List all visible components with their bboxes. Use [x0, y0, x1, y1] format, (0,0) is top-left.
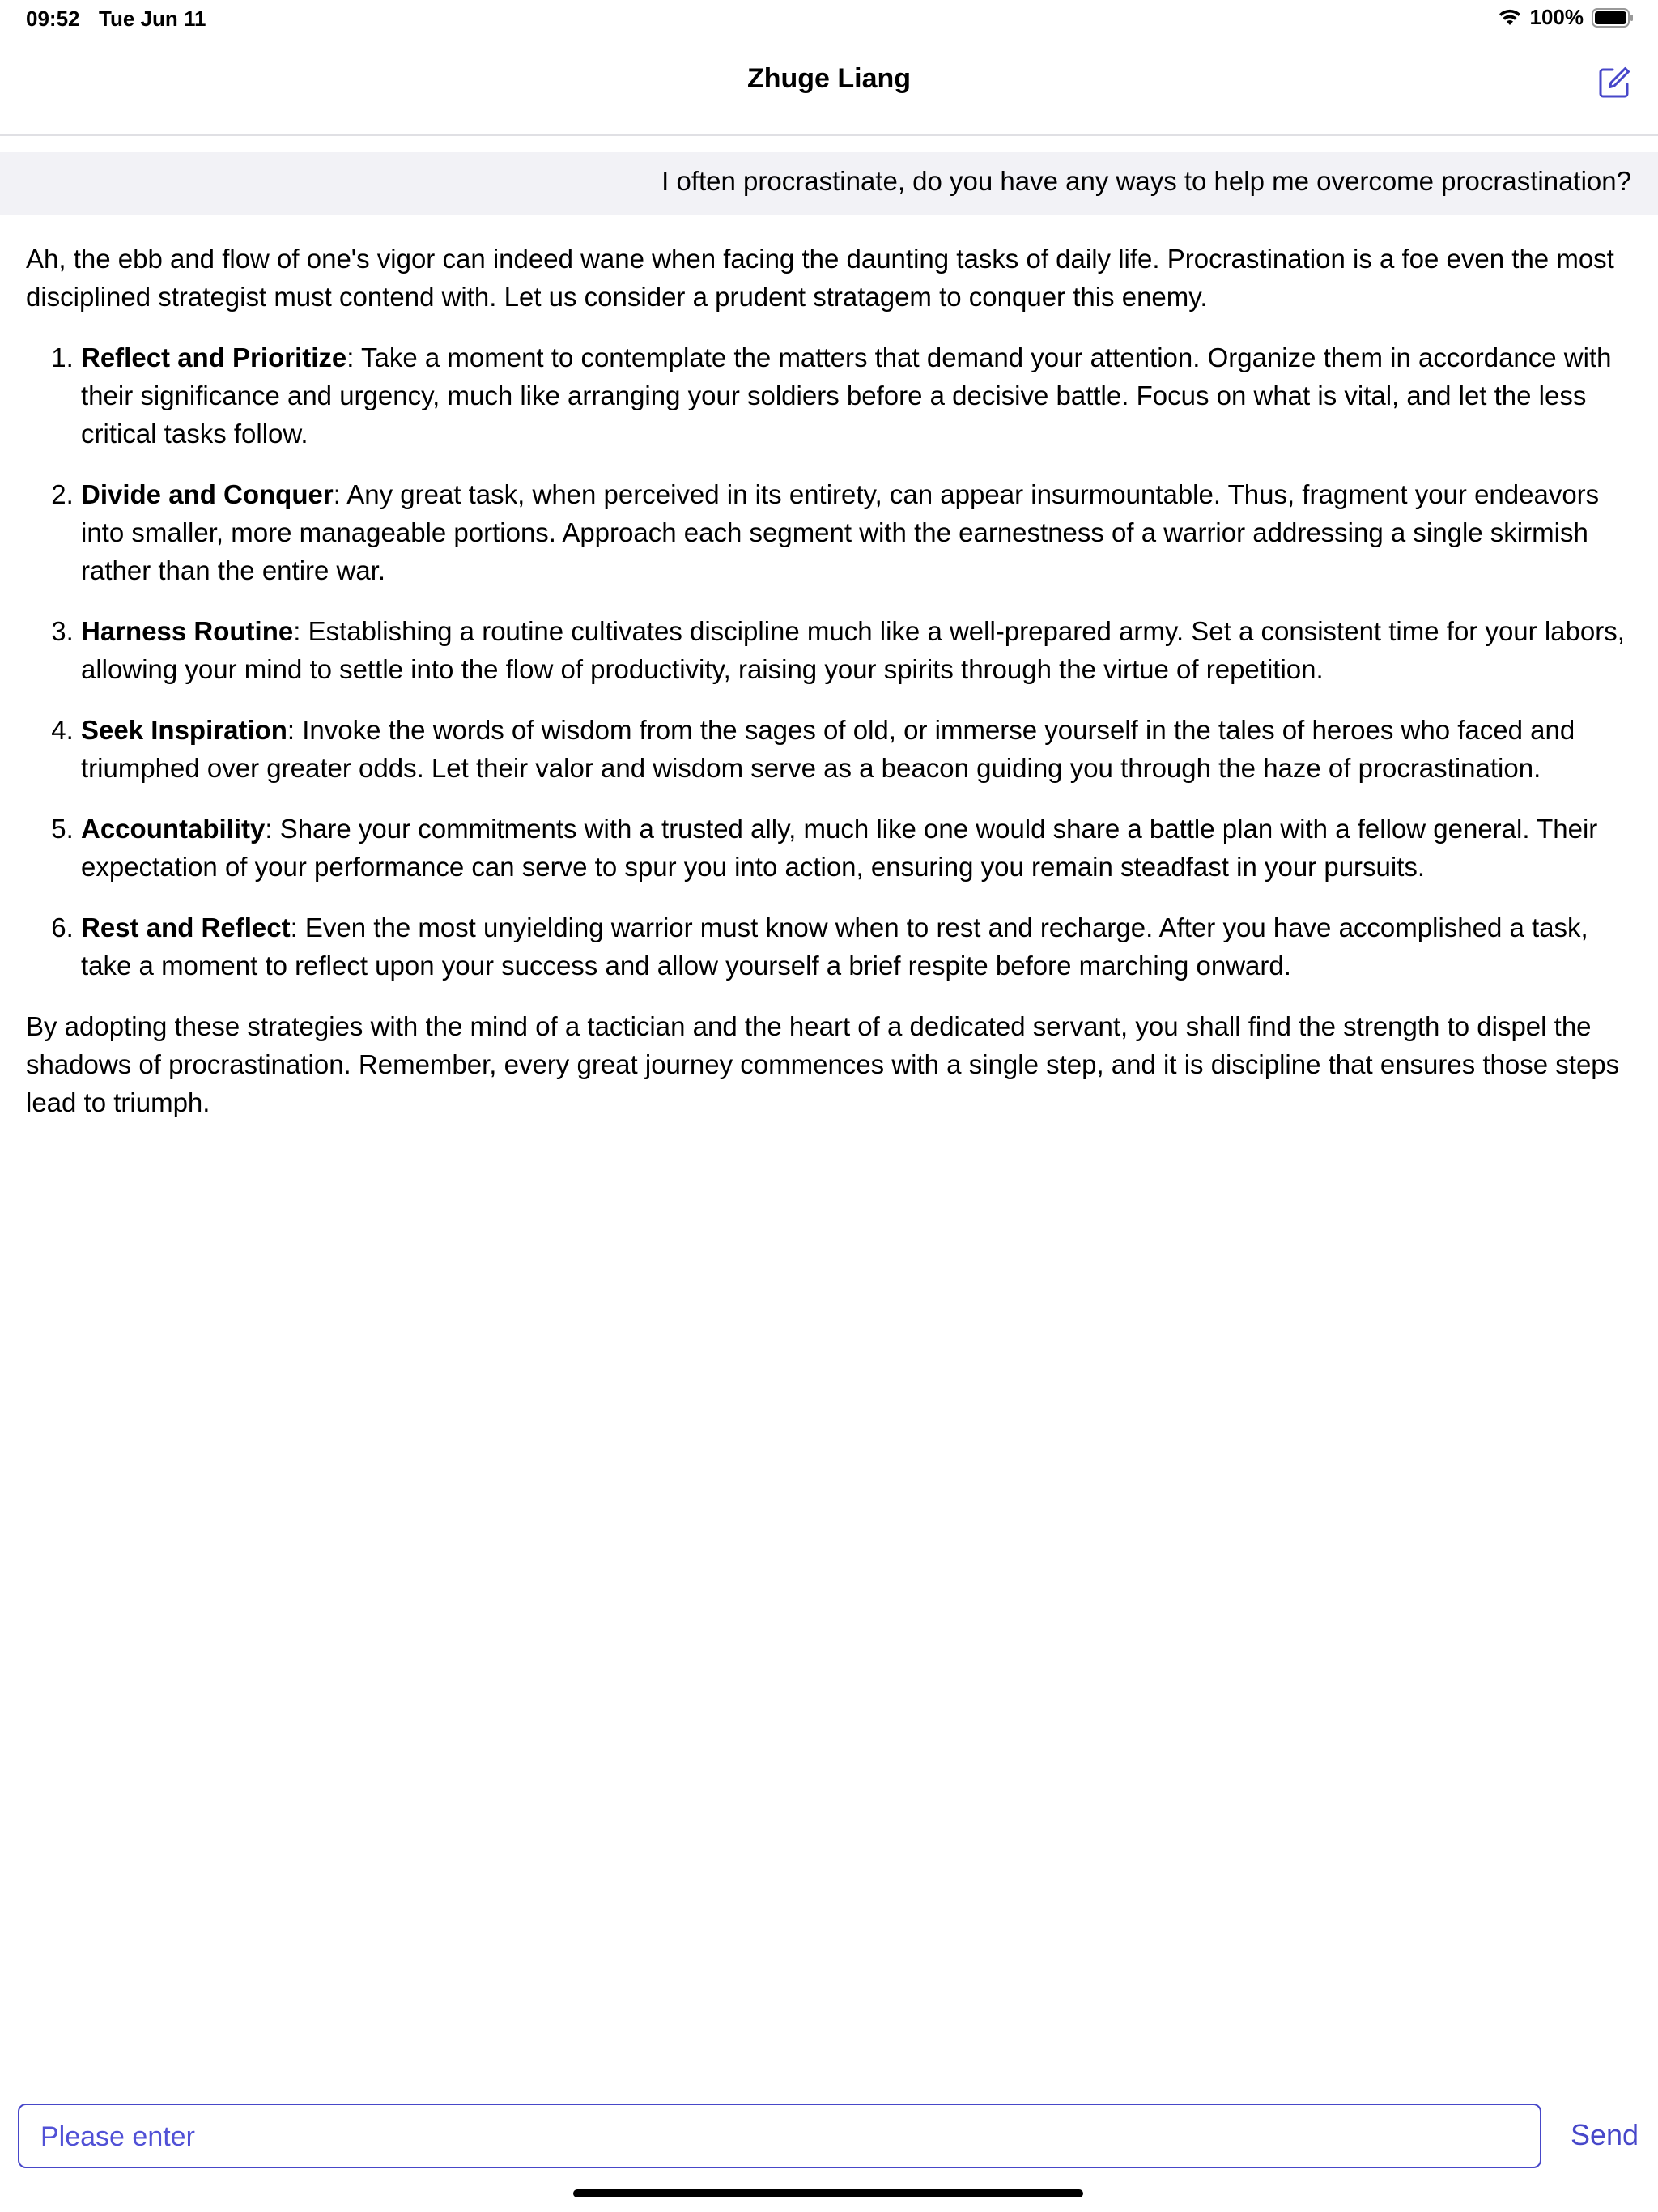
list-item-title: Accountability: [81, 814, 266, 844]
status-bar: [0, 0, 1658, 40]
page-title: Zhuge Liang: [746, 63, 912, 94]
list-item-text: : Establishing a routine cultivates discipline much like a well-prepared army. Set a consistent time for your labors, allowing your mind to settle into the flow of productivity, raising your spirits through the virtue of repetition.: [81, 616, 1625, 684]
list-item-text: : Any great task, when perceived in its entirety, can appear insurmountable. Thus, fragment your endeavors into smaller, more manageable portions. Approach each segment with the earnestness of a warrior addressing a single skirmish rather than the entire war.: [81, 479, 1600, 585]
list-item-text: : Invoke the words of wisdom from the sages of old, or immerse yourself in the tales of heroes who faced and triumphed over greater odds. Let their valor and wisdom serve as a beacon guiding you through the haze of procrastination.: [81, 715, 1575, 783]
battery-percent: 100%: [1529, 5, 1584, 29]
list-item: [81, 908, 1632, 985]
list-item: [81, 612, 1632, 688]
list-item-title: Divide and Conquer: [81, 479, 334, 509]
reply-intro: Ah, the ebb and flow of one's vigor can indeed wane when facing the daunting tasks of daily life. Procrastination is a foe even the most disciplined strategist must contend with. Let us consider a prudent stratagem to conquer this enemy.: [26, 244, 1614, 312]
new-chat-button[interactable]: [1596, 65, 1632, 100]
user-message-text: I often procrastinate, do you have any ways to help me overcome procrastination?: [661, 166, 1631, 196]
message-input-box[interactable]: [18, 2104, 1541, 2168]
list-item-text: : Even the most unyielding warrior must know when to rest and recharge. After you have accomplished a task, take a moment to reflect upon your success and allow yourself a brief respite before marching onward.: [81, 912, 1588, 981]
list-item-text: : Take a moment to contemplate the matters that demand your attention. Organize them in accordance with their significance and urgency, much like arranging your soldiers before a decisive battle. Focus on what is vital, and let the less critical tasks follow.: [81, 342, 1612, 449]
home-indicator: [573, 2189, 1083, 2197]
list-item: [81, 810, 1632, 886]
wifi-icon: [1498, 8, 1522, 28]
battery-icon: [1592, 7, 1634, 28]
reply-conclusion: By adopting these strategies with the mind of a tactician and the heart of a dedicated servant, you shall find the strength to dispel the shadows of procrastination. Remember, every great journey commences with a single step, and it is discipline that ensures those steps lead to triumph.: [26, 1011, 1620, 1117]
list-item-title: Seek Inspiration: [81, 715, 287, 745]
list-item-title: Rest and Reflect: [81, 912, 291, 942]
list-item-title: Reflect and Prioritize: [81, 342, 347, 372]
assistant-reply: [26, 240, 1632, 1144]
reply-list: [26, 338, 1632, 985]
navigation-bar: [0, 40, 1658, 136]
list-item-text: : Share your commitments with a trusted ally, much like one would share a battle plan with a fellow general. Their expectation of your performance can serve to spur you into action, ensuring you remain steadfast in your pursuits.: [81, 814, 1598, 882]
list-item: [81, 338, 1632, 453]
status-time: 09:52: [26, 6, 80, 31]
user-message: [0, 152, 1658, 215]
list-item-title: Harness Routine: [81, 616, 294, 646]
status-indicators: [1498, 5, 1635, 30]
list-item: [81, 475, 1632, 589]
status-date: Tue Jun 11: [99, 6, 206, 31]
send-button[interactable]: Send: [1571, 2118, 1639, 2151]
compose-icon: [1596, 90, 1632, 104]
message-input[interactable]: [39, 2105, 1516, 2168]
list-item: [81, 711, 1632, 787]
